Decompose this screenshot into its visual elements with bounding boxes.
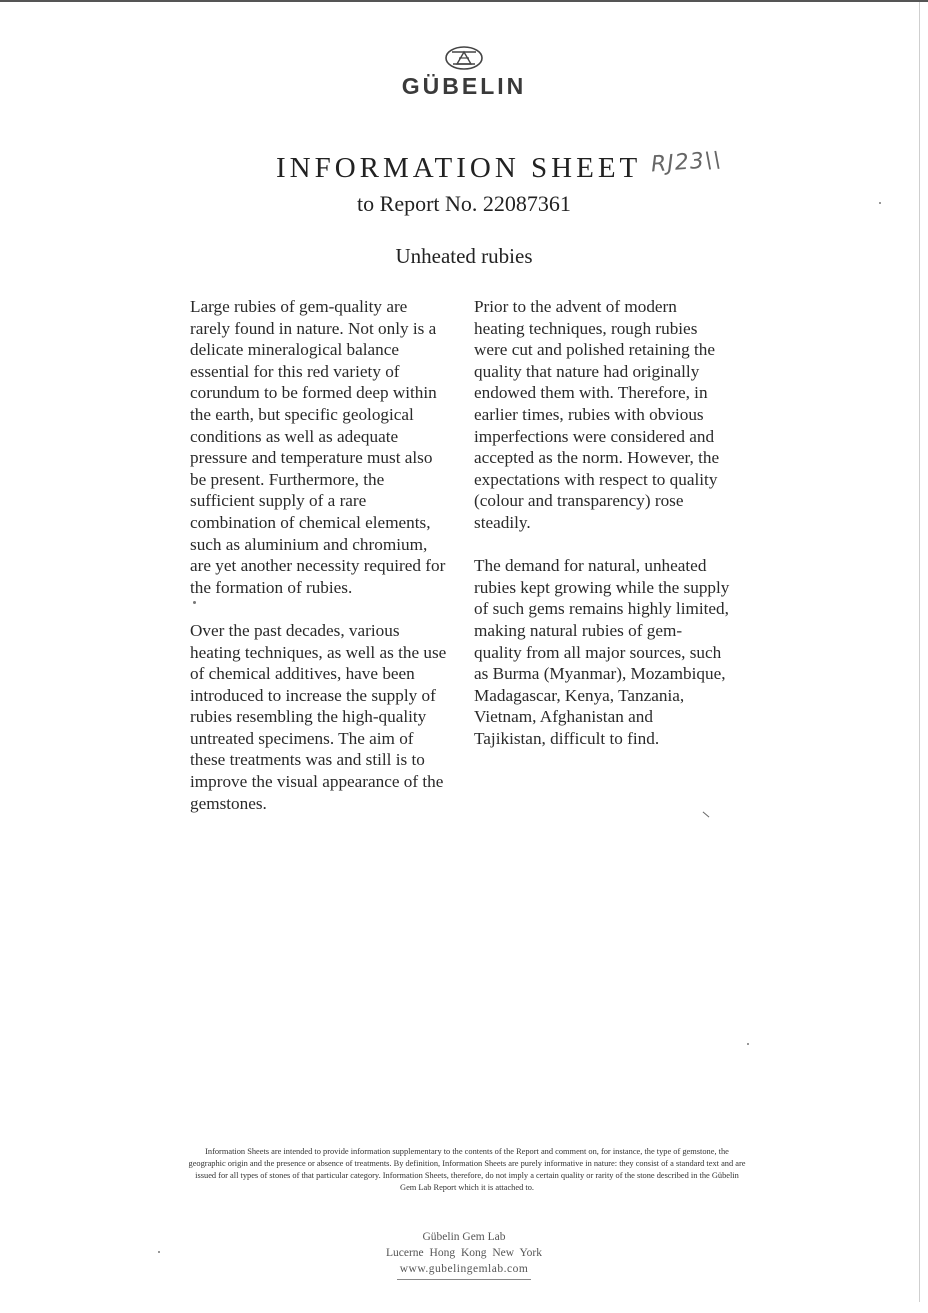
paragraph: Large rubies of gem-quality are rarely found in nature. Not only is a delicate mineralogical balance essential for this red variety of corundum to be formed deep within the earth, but specific geological conditions as well as adequate pressure and temperature must also be present. Furthermore, the sufficient supply of a rare combination of chemical elements, such as aluminium and chromium, are yet another necessity required for the formation of rubies. bbox=[190, 297, 446, 597]
scan-speck bbox=[879, 202, 881, 204]
disclaimer-text: Information Sheets are intended to provide information supplementary to the contents of the Report and comment on, for instance, the type of gemstone, the geographic origin and the presence or absence of treatments. By definition, Information Sheets are purely informative in nature: they consist of a standard text and are issued for all types of stones of that particular category. Information Sheets, therefore, do not imply a certain quality or rarity of the stone described in the Gübelin Gem Lab Report which it is attached to. bbox=[188, 1147, 746, 1192]
footer-website[interactable]: www.gubelingemlab.com bbox=[399, 1263, 529, 1275]
scan-speck bbox=[193, 601, 196, 604]
scan-mark bbox=[703, 812, 710, 818]
scan-speck bbox=[158, 1251, 160, 1253]
brand-logo bbox=[0, 44, 928, 100]
paragraph: Prior to the advent of modern heating techniques, rough rubies were cut and polished retaining the quality that nature had originally endowed them with. Therefore, in earlier times, rubies with obvious imperfections were considered and accepted as the norm. However, the expectations with respect to quality (colour and transparency) rose steadily. bbox=[474, 297, 720, 532]
page-title: INFORMATION SHEET bbox=[276, 152, 642, 184]
paragraph: The demand for natural, unheated rubies kept growing while the supply of such gems remains highly limited, making natural rubies of gem- quality from all major sources, such as Burma (Myanmar), Mozambique, Madagascar, Kenya, Tanzania, Vietnam, Afghanistan and Tajikistan, difficult to find. bbox=[474, 556, 730, 748]
footer-divider bbox=[397, 1279, 531, 1280]
right-column bbox=[474, 296, 764, 771]
footer bbox=[0, 1229, 928, 1280]
section-title: Unheated rubies bbox=[395, 244, 533, 268]
handwritten-note: RJ23\\ bbox=[650, 147, 723, 178]
left-column bbox=[190, 296, 465, 836]
gubelin-emblem-icon bbox=[444, 44, 484, 72]
paragraph: Over the past decades, various heating techniques, as well as the use of chemical additives, have been introduced to increase the supply of rubies resembling the high-quality untreated specimens. The aim of these treatments was and still is to improve the visual appearance of the gemstones. bbox=[190, 620, 447, 813]
footer-lab-name: Gübelin Gem Lab bbox=[422, 1231, 506, 1243]
scan-top-edge bbox=[0, 0, 928, 2]
brand-wordmark: GÜBELIN bbox=[401, 73, 527, 99]
footer-locations: Lucerne Hong Kong New York bbox=[385, 1247, 543, 1259]
report-number: to Report No. 22087361 bbox=[357, 191, 571, 216]
scan-speck bbox=[747, 1043, 749, 1045]
